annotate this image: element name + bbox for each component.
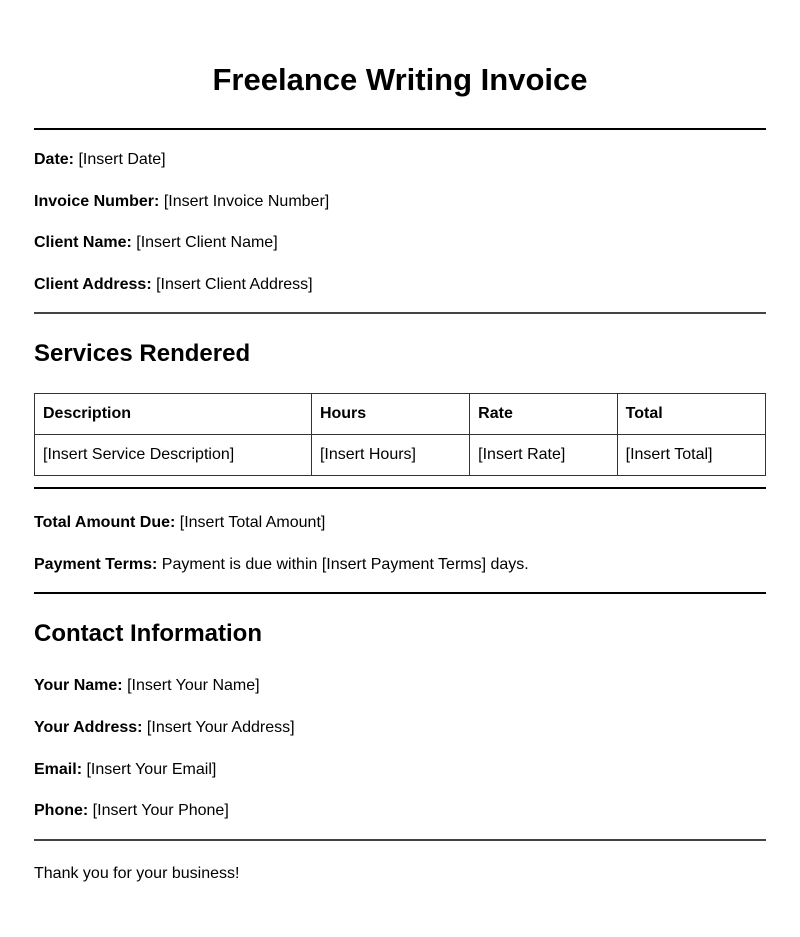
client-name-field: [34, 233, 278, 253]
total-amount-value: [Insert Total Amount]: [179, 514, 326, 531]
your-address-value: [Insert Your Address]: [146, 719, 295, 736]
divider: [34, 128, 766, 130]
total-amount-label: Total Amount Due:: [34, 514, 176, 531]
services-heading: Services Rendered: [34, 340, 251, 367]
table-header-row: [35, 394, 766, 435]
phone-value: [Insert Your Phone]: [92, 802, 229, 819]
column-header-description: Description: [35, 394, 312, 435]
date-field: [34, 150, 166, 170]
divider: [34, 592, 766, 594]
client-address-value: [Insert Client Address]: [156, 276, 313, 293]
client-name-value: [Insert Client Name]: [136, 234, 278, 251]
invoice-number-value: [Insert Invoice Number]: [163, 193, 330, 210]
your-address-field: [34, 718, 295, 738]
table-row: [35, 435, 766, 476]
email-field: [34, 760, 216, 780]
your-address-label: Your Address:: [34, 719, 143, 736]
cell-rate: [Insert Rate]: [470, 435, 617, 476]
payment-terms-field: [34, 555, 529, 575]
email-label: Email:: [34, 761, 83, 778]
date-value: [Insert Date]: [78, 151, 166, 168]
services-table: [34, 393, 766, 476]
phone-field: [34, 801, 229, 821]
your-name-value: [Insert Your Name]: [127, 677, 260, 694]
contact-heading: Contact Information: [34, 620, 262, 647]
thank-you-note: Thank you for your business!: [34, 865, 240, 882]
column-header-total: Total: [617, 394, 765, 435]
date-label: Date:: [34, 151, 75, 168]
total-amount-field: [34, 513, 325, 533]
cell-description: [Insert Service Description]: [35, 435, 312, 476]
page-title: Freelance Writing Invoice: [212, 62, 588, 97]
client-name-label: Client Name:: [34, 234, 132, 251]
divider: [34, 312, 766, 314]
client-address-field: [34, 275, 313, 295]
payment-terms-label: Payment Terms:: [34, 556, 158, 573]
client-address-label: Client Address:: [34, 276, 152, 293]
your-name-label: Your Name:: [34, 677, 123, 694]
email-value: [Insert Your Email]: [86, 761, 217, 778]
divider: [34, 839, 766, 841]
cell-total: [Insert Total]: [617, 435, 765, 476]
column-header-rate: Rate: [470, 394, 617, 435]
invoice-number-label: Invoice Number:: [34, 193, 160, 210]
cell-hours: [Insert Hours]: [311, 435, 469, 476]
column-header-hours: Hours: [311, 394, 469, 435]
payment-terms-value: Payment is due within [Insert Payment Terms] days.: [161, 556, 529, 573]
divider: [34, 487, 766, 489]
phone-label: Phone:: [34, 802, 89, 819]
your-name-field: [34, 676, 260, 696]
invoice-number-field: [34, 192, 329, 212]
